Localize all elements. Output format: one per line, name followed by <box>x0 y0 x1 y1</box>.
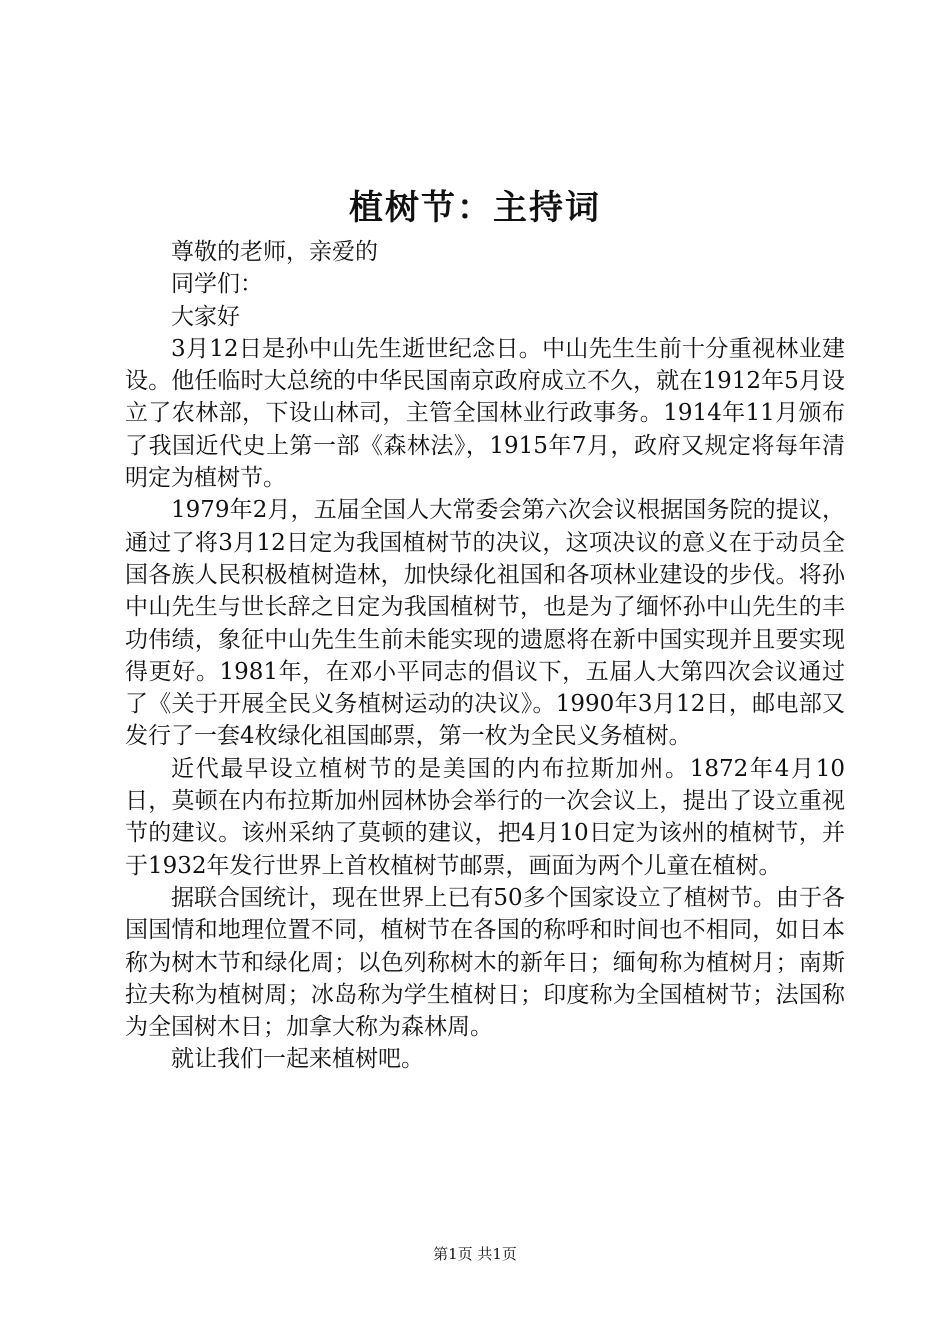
page-title: 植树节：主持词 <box>349 188 601 228</box>
paragraph-closing: 就让我们一起来植树吧。 <box>171 1046 424 1073</box>
paragraph-world-countries: 据联合国统计，现在世界上已有50多个国家设立了植树节。由于各国国情和地理位置不同，植树节在各国的称呼和时间也不相同，如日本称为树木节和绿化周；以色列称树木的新年日；缅甸称为植树月；南斯拉夫称为植树周；冰岛称为学生植树日；印度称为全国植树节；法国称为全国树木日；加拿大称为森林周。 <box>125 884 845 1041</box>
paragraph-greeting-2: 同学们： <box>171 271 263 298</box>
paragraph-sun-yatsen: 3月12日是孙中山先生逝世纪念日。中山先生生前十分重视林业建设。他任临时大总统的中华民国南京政府成立不久，就在1912年5月设立了农林部，下设山林司，主管全国林业行政事务。1914年11月颁布了我国近代史上第一部《森林法》，1915年7月，政府又规定将每年清明定为植树节。 <box>125 335 845 492</box>
paragraph-1979-decision: 1979年2月，五届全国人大常委会第六次会议根据国务院的提议，通过了将3月12日定为我国植树节的决议，这项决议的意义在于动员全国各族人民积极植树造林，加快绿化祖国和各项林业建设的步伐。将孙中山先生与世长辞之日定为我国植树节，也是为了缅怀孙中山先生的丰功伟绩，象征中山先生生前未能实现的遗愿将在新中国实现并且要实现得更好。1981年，在邓小平同志的倡议下，五届人大第四次会议通过了《关于开展全民义务植树运动的决议》。1990年3月12日，邮电部又发行了一套4枚绿化祖国邮票，第一枚为全民义务植树。 <box>125 497 845 750</box>
paragraph-greeting-3: 大家好 <box>171 303 240 330</box>
paragraph-greeting-1: 尊敬的老师，亲爱的 <box>171 239 378 265</box>
paragraph-nebraska: 近代最早设立植树节的是美国的内布拉斯加州。1872年4月10日，莫顿在内布拉斯加州园林协会举行的一次会议上，提出了设立重视节的建议。该州采纳了莫顿的建议，把4月10日定为该州的植树节，并于1932年发行世界上首枚植树节邮票，画面为两个儿童在植树。 <box>125 755 845 879</box>
document-body <box>125 236 845 1076</box>
page-number-footer: 第1页 共1页 <box>433 1245 517 1263</box>
